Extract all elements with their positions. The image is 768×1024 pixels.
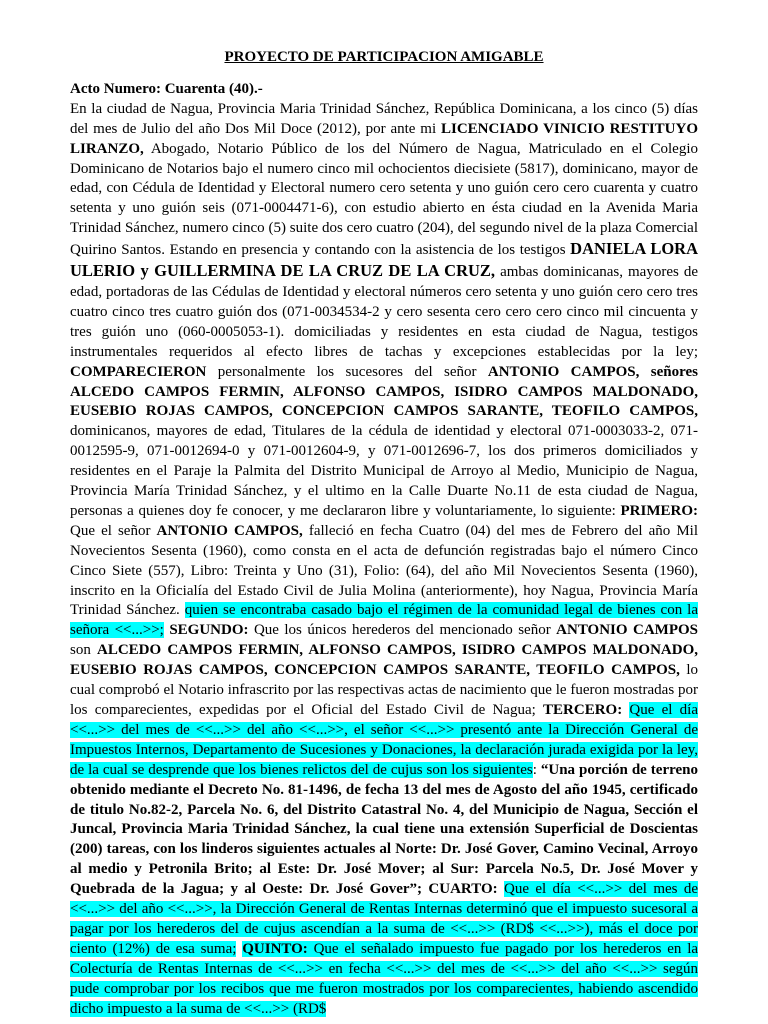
act-heading: Acto Numero: Cuarenta (40).-: [70, 80, 263, 97]
body-text-segment: ambas dominicanas, mayores de edad, portadoras de las Cédulas de Identidad y electoral números cero setenta y uno guión cero cero tres cuatro cinco tres cuatro guión dos (071-0034534-2 y cero sesenta cero cero cero cinco mil cincuenta y tres guión uno (060-0005053-1). domiciliadas y residentes en esta ciudad de Nagua, testigos instrumentales requeridos al efecto libres de tachas y excepciones establecidas por la ley;: [70, 264, 698, 360]
body-text-segment: Que el señor: [70, 522, 157, 539]
body-text-segment: ALCEDO CAMPOS FERMIN, ALFONSO CAMPOS, ISIDRO CAMPOS MALDONADO, EUSEBIO ROJAS CAMPOS, CONCEPCION CAMPOS SARANTE, TEOFILO CAMPOS,: [70, 642, 698, 679]
body-text-segment: PRIMERO:: [620, 502, 698, 519]
body-text-segment: QUINTO:: [242, 940, 308, 957]
body-text-segment: SEGUNDO:: [169, 622, 249, 639]
body-text-segment: dominicanos, mayores de edad, Titulares de la cédula de identidad y electoral 071-0003033-2, 071-0012595-9, 071-0012694-0 y 071-0012604-9, y 071-0012696-7, los dos primeros domiciliados y residentes en el Paraje la Palmita del Distrito Municipal de Arroyo al Medio, Municipio de Nagua, Provincia María Trinidad Sánchez, y el ultimo en la Calle Duarte No.11 de esta ciudad de Nagua, personas a quienes doy fe conocer, y me declararon libre y voluntariamente, lo siguiente:: [70, 423, 698, 519]
document-body: [70, 100, 698, 1020]
body-text-segment: ANTONIO CAMPOS,: [156, 522, 303, 539]
body-text-segment: falleció en fecha Cuatro (04) del mes de Febrero del año Mil Novecientos Sesenta (1960), como consta en el acta de defunción registradas bajo el número Cinco Cinco Siete (557), Libro: Treinta y Uno (31), Folio: (64), del año Mil Novecientos Sesenta (1960), inscrito en la Oficialía del Estado Civil de Julia Molina (anteriormente), hoy Nagua, Provincia María Trinidad Sánchez.: [70, 522, 698, 619]
body-text-segment: Que el señalado impuesto fue pagado por los herederos en la Colecturía de Rentas Internas de <<...>> en fecha <<...>> del mes de <<...>> del año <<...>> según pude comprobar por los recibos que me fueron mostrados por los comparecientes, habiendo ascendido dicho impuesto a la suma de <<...>> (RD$: [70, 940, 699, 1017]
body-text-segment: “Una porción de terreno obtenido mediante el Decreto No. 81-1496, de fecha 13 del mes de Agosto del año 1945, certificado de titulo No.82-2, Parcela No. 6, del Distrito Catastral No. 4, del Municipio de Nagua, Sección el Juncal, Provincia Maria Trinidad Sánchez, la cual tiene una extensión Superficial de Doscientas (200) tareas, con los linderos siguientes actuales al Norte: Dr. José Gover, Camino Vecinal, Arroyo al medio y Petronila Brito; al Este: Dr. José Mover; al Sur: Parcela No.5, Dr. José Mover y Quebrada de la Jagua; y al Oeste: Dr. José Gover”; CUARTO:: [70, 761, 698, 898]
body-text-segment: LICENCIADO VINICIO RESTITUYO LIRANZO,: [70, 120, 698, 157]
body-text-segment: quien se encontraba casado bajo el régimen de la comunidad legal de bienes con la señora <<...>>;: [70, 602, 698, 639]
body-text-segment: ANTONIO CAMPOS, señores ALCEDO CAMPOS FERMIN, ALFONSO CAMPOS, ISIDRO CAMPOS MALDONADO, EUSEBIO ROJAS CAMPOS, CONCEPCION CAMPOS SARANTE, TEOFILO CAMPOS,: [70, 363, 698, 420]
body-text-segment: Abogado, Notario Público de los del Número de Nagua, Matriculado en el Colegio Dominicano de Notarios bajo el numero cinco mil ochocientos diecisiete (5817), dominicano, mayor de edad, con Cédula de Identidad y Electoral numero cero setenta y uno guión cero cero cuarenta y cuatro setenta y uno guión seis (071-0004471-6), con estudio abierto en ésta ciudad en la Avenida Maria Trinidad Sánchez, numero cinco (5) suite dos cero cuatro (204), del segundo nivel de la plaza Comercial Quirino Santos. Estando en presencia y contando con la asistencia de los testigos: [70, 140, 698, 259]
body-text-segment: TERCERO:: [543, 702, 623, 718]
document-page: [70, 48, 698, 1020]
body-text-segment: Que el día <<...>> del mes de <<...>> del año <<...>>, el señor <<...>> presentó ante la Dirección General de Impuestos Internos, Departamento de Sucesiones y Donaciones, la declaración jurada exigida por la ley, de la cual se desprende que los bienes relictos del de cujus son los siguientes: [70, 702, 698, 778]
body-text-segment: Que los únicos herederos del mencionado señor: [248, 622, 557, 639]
body-text-segment: lo cual comprobó el Notario infrascrito por las respectivas actas de nacimiento que le fueron mostradas por los comparecientes, expedidas por el Oficial del Estado Civil de Nagua;: [70, 662, 698, 718]
body-text-segment: :: [532, 761, 541, 778]
body-text-segment: DANIELA LORA ULERIO y GUILLERMINA DE LA CRUZ DE LA CRUZ,: [70, 239, 698, 281]
body-text-segment: En la ciudad de Nagua, Provincia Maria Trinidad Sánchez, República Dominicana, a los cinco (5) días del mes de Julio del año Dos Mil Doce (2012), por ante mi: [70, 100, 698, 137]
body-text-segment: personalmente los sucesores del señor: [206, 363, 488, 380]
body-text-segment: COMPARECIERON: [70, 363, 207, 380]
body-text-segment: ANTONIO CAMPOS: [556, 622, 699, 639]
body-text-segment: son: [70, 642, 97, 659]
document-title: PROYECTO DE PARTICIPACION AMIGABLE: [224, 49, 544, 65]
body-text-segment: Que el día <<...>> del mes de <<...>> del año <<...>>, la Dirección General de Rentas Internas determinó que el impuesto sucesoral a pagar por los herederos del de cujus ascendían a la suma de <<...>> (RD$ <<...>>), más el doce por ciento (12%) de esa suma;: [70, 881, 699, 957]
